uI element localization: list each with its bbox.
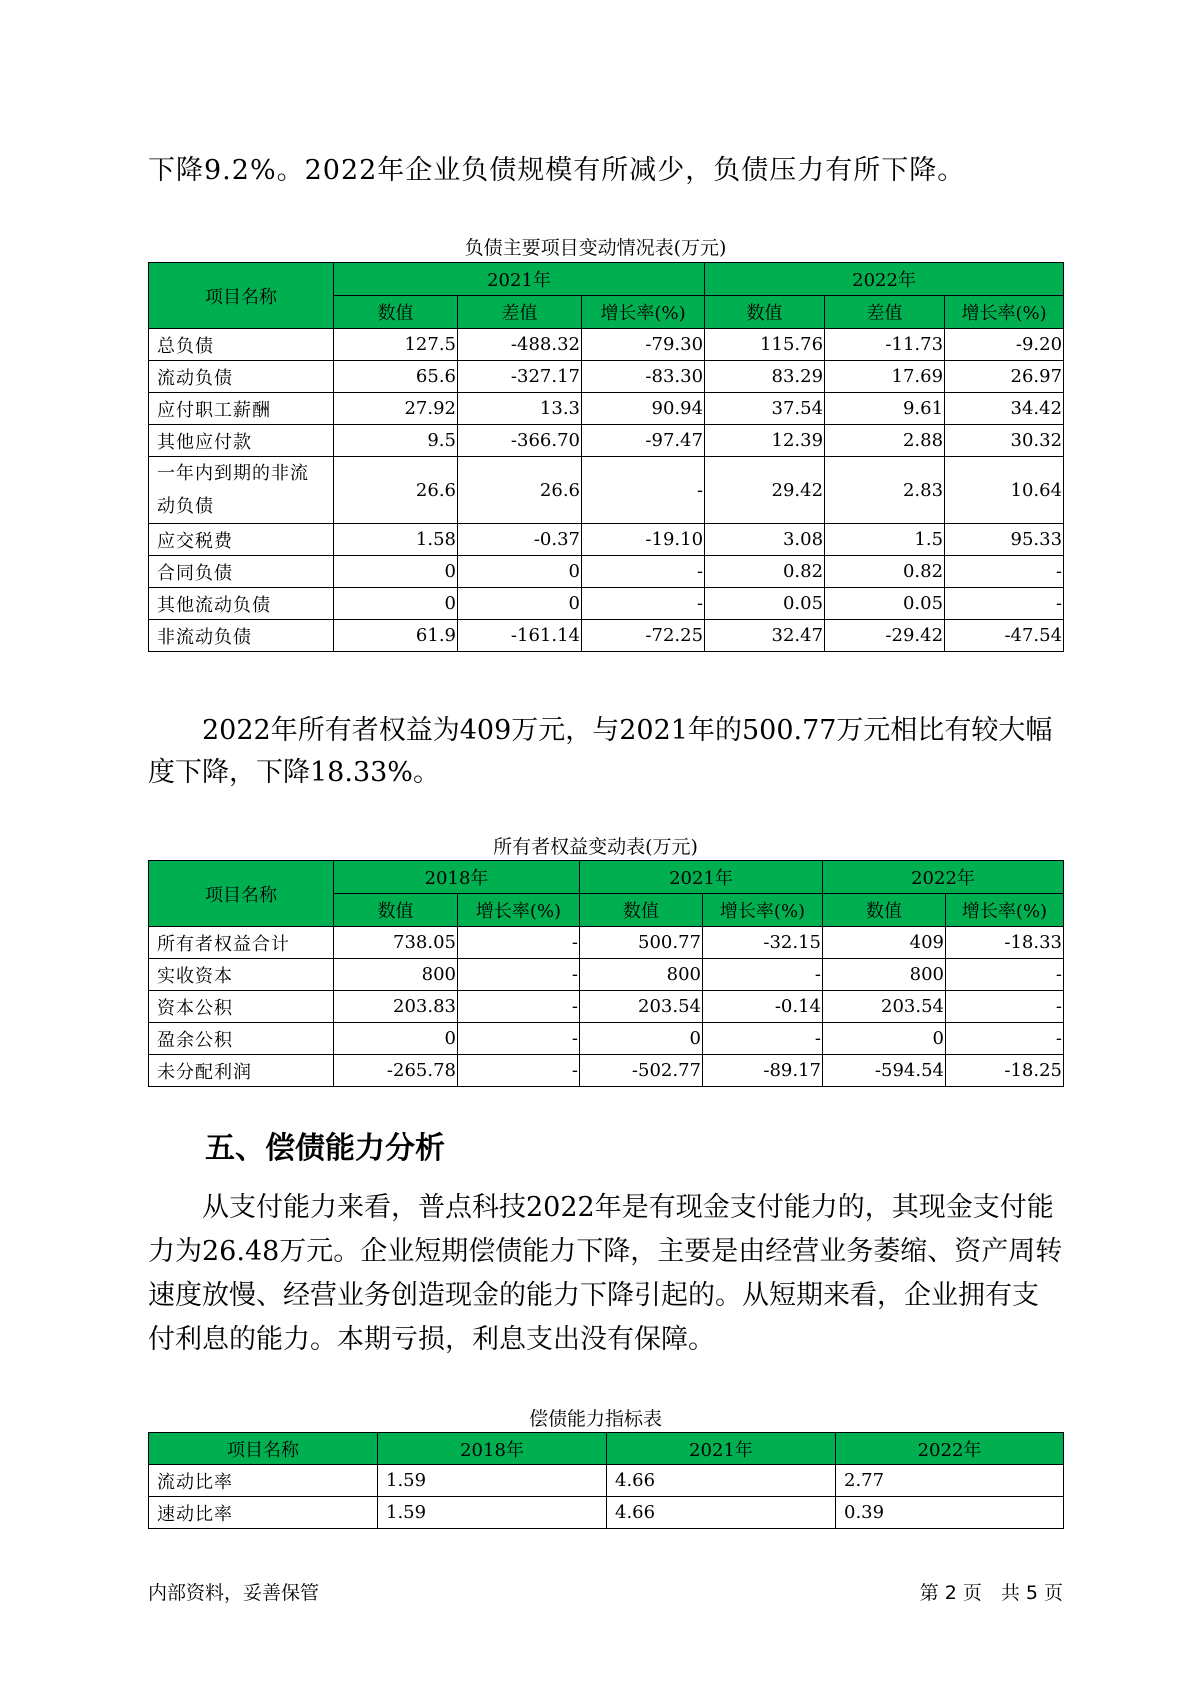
table-cell: -11.73 — [825, 329, 945, 361]
table-cell: -47.54 — [945, 620, 1064, 652]
table-cell: -488.32 — [458, 329, 582, 361]
solvency-paragraph: 从支付能力来看，普点科技2022年是有现金支付能力的，其现金支付能力为26.48万元。企业短期偿债能力下降，主要是由经营业务萎缩、资产周转速度放慢、经营业务创造现金的能力下降引起的。从短期来看，企业拥有支付利息的能力。本期亏损，利息支出没有保障。 — [148, 1192, 1063, 1355]
table-cell: 1.58 — [334, 524, 458, 556]
table-cell: -0.37 — [458, 524, 582, 556]
row-name: 合同负债 — [149, 556, 334, 588]
solvency-table-caption: 偿债能力指标表 — [528, 1408, 662, 1430]
table-cell: - — [703, 1023, 823, 1055]
row-name: 其他流动负债 — [149, 588, 334, 620]
table-cell: 0 — [458, 556, 582, 588]
table-cell: - — [945, 556, 1064, 588]
equity-table-caption: 所有者权益变动表(万元) — [493, 836, 698, 858]
table-cell: 37.54 — [705, 393, 825, 425]
table-cell: - — [946, 1023, 1064, 1055]
name-column-header: 项目名称 — [149, 861, 334, 927]
table-cell: -327.17 — [458, 361, 582, 393]
table-cell: 12.39 — [705, 425, 825, 457]
table-cell: - — [582, 457, 705, 524]
row-name: 流动比率 — [149, 1465, 378, 1497]
table-cell: -79.30 — [582, 329, 705, 361]
table-cell: 13.3 — [458, 393, 582, 425]
table-cell: 26.6 — [334, 457, 458, 524]
table-cell: 0.05 — [705, 588, 825, 620]
table-row — [149, 329, 1064, 361]
table-cell: 2.77 — [836, 1465, 1064, 1497]
year-header: 2022年 — [823, 861, 1064, 894]
table-cell: 409 — [823, 927, 946, 959]
table-cell: 203.54 — [823, 991, 946, 1023]
table-row — [149, 1465, 1064, 1497]
table-cell: 0 — [823, 1023, 946, 1055]
row-name — [149, 457, 334, 524]
sub-header: 数值 — [334, 296, 458, 329]
table-cell: 203.54 — [580, 991, 703, 1023]
table-row — [149, 524, 1064, 556]
table-cell: 0.05 — [825, 588, 945, 620]
table-cell: 0.82 — [705, 556, 825, 588]
section-heading: 五、偿债能力分析 — [205, 1131, 445, 1166]
row-name: 未分配利润 — [149, 1055, 334, 1087]
sub-header: 增长率(%) — [458, 894, 580, 927]
intro-paragraph: 下降9.2%。2022年企业负债规模有所减少，负债压力有所下降。 — [148, 155, 966, 186]
sub-header: 数值 — [334, 894, 458, 927]
table-cell: 2.83 — [825, 457, 945, 524]
year-header: 2018年 — [334, 861, 580, 894]
debt-table-caption: 负债主要项目变动情况表(万元) — [464, 237, 727, 259]
table-cell: 0 — [334, 556, 458, 588]
table-cell: - — [458, 1055, 580, 1087]
table-cell: -18.33 — [946, 927, 1064, 959]
table-cell: 90.94 — [582, 393, 705, 425]
table-row — [149, 425, 1064, 457]
column-header: 2018年 — [378, 1433, 607, 1465]
sub-header: 数值 — [705, 296, 825, 329]
table-cell: 0 — [334, 1023, 458, 1055]
table-row — [149, 1023, 1064, 1055]
row-name: 非流动负债 — [149, 620, 334, 652]
table-row — [149, 927, 1064, 959]
table-cell: - — [582, 556, 705, 588]
table-cell: 0 — [458, 588, 582, 620]
table-cell: 17.69 — [825, 361, 945, 393]
row-name: 应交税费 — [149, 524, 334, 556]
table-row — [149, 556, 1064, 588]
table-cell: -72.25 — [582, 620, 705, 652]
sub-header: 增长率(%) — [703, 894, 823, 927]
table-cell: - — [458, 991, 580, 1023]
table-cell: -83.30 — [582, 361, 705, 393]
table-cell: 2.88 — [825, 425, 945, 457]
table-cell: -19.10 — [582, 524, 705, 556]
column-header: 项目名称 — [149, 1433, 378, 1465]
row-name-line: 动负债 — [157, 496, 214, 517]
table-cell: 500.77 — [580, 927, 703, 959]
table-cell: -161.14 — [458, 620, 582, 652]
table-cell: 203.83 — [334, 991, 458, 1023]
row-name: 速动比率 — [149, 1497, 378, 1529]
row-name: 资本公积 — [149, 991, 334, 1023]
row-name: 应付职工薪酬 — [149, 393, 334, 425]
table-cell: - — [582, 588, 705, 620]
row-name: 所有者权益合计 — [149, 927, 334, 959]
table-cell: -32.15 — [703, 927, 823, 959]
table-cell: 800 — [823, 959, 946, 991]
sub-header: 数值 — [823, 894, 946, 927]
table-cell: 1.59 — [378, 1465, 607, 1497]
table-cell: 115.76 — [705, 329, 825, 361]
table-cell: -0.14 — [703, 991, 823, 1023]
equity-changes-table — [148, 860, 1064, 1087]
table-cell: -97.47 — [582, 425, 705, 457]
table-row — [149, 361, 1064, 393]
year-header: 2021年 — [334, 263, 705, 296]
table-cell: 4.66 — [607, 1465, 836, 1497]
table-cell: 0.82 — [825, 556, 945, 588]
table-cell: 83.29 — [705, 361, 825, 393]
footer-confidential-note: 内部资料，妥善保管 — [148, 1582, 320, 1604]
table-cell: 30.32 — [945, 425, 1064, 457]
table-cell: -366.70 — [458, 425, 582, 457]
table-cell: 800 — [580, 959, 703, 991]
table-cell: - — [458, 959, 580, 991]
equity-paragraph: 2022年所有者权益为409万元，与2021年的500.77万元相比有较大幅度下降，下降18.33%。 — [148, 715, 1053, 788]
table-cell: 1.5 — [825, 524, 945, 556]
table-cell: 27.92 — [334, 393, 458, 425]
row-name: 实收资本 — [149, 959, 334, 991]
table-cell: 1.59 — [378, 1497, 607, 1529]
table-cell: 0 — [580, 1023, 703, 1055]
row-name: 其他应付款 — [149, 425, 334, 457]
table-cell: 9.61 — [825, 393, 945, 425]
row-name: 盈余公积 — [149, 1023, 334, 1055]
table-cell: - — [458, 1023, 580, 1055]
table-cell: 0 — [334, 588, 458, 620]
table-cell: 738.05 — [334, 927, 458, 959]
table-cell: 61.9 — [334, 620, 458, 652]
table-cell: -29.42 — [825, 620, 945, 652]
sub-header: 差值 — [825, 296, 945, 329]
table-cell: 29.42 — [705, 457, 825, 524]
table-row — [149, 393, 1064, 425]
table-row — [149, 620, 1064, 652]
table-cell: 3.08 — [705, 524, 825, 556]
table-cell: 65.6 — [334, 361, 458, 393]
table-cell: -18.25 — [946, 1055, 1064, 1087]
year-header: 2022年 — [705, 263, 1064, 296]
table-cell: -265.78 — [334, 1055, 458, 1087]
row-name-line: 一年内到期的非流 — [157, 463, 309, 484]
table-row — [149, 457, 1064, 524]
table-cell: 32.47 — [705, 620, 825, 652]
column-header: 2021年 — [607, 1433, 836, 1465]
row-name: 总负债 — [149, 329, 334, 361]
sub-header: 增长率(%) — [582, 296, 705, 329]
table-cell: - — [945, 588, 1064, 620]
table-row — [149, 1497, 1064, 1529]
table-cell: 0.39 — [836, 1497, 1064, 1529]
table-cell: -89.17 — [703, 1055, 823, 1087]
solvency-ratio-table — [148, 1432, 1064, 1529]
table-cell: 95.33 — [945, 524, 1064, 556]
table-cell: -9.20 — [945, 329, 1064, 361]
sub-header: 增长率(%) — [945, 296, 1064, 329]
table-cell: - — [946, 959, 1064, 991]
sub-header: 增长率(%) — [946, 894, 1064, 927]
name-column-header: 项目名称 — [149, 263, 334, 329]
table-cell: 800 — [334, 959, 458, 991]
sub-header: 差值 — [458, 296, 582, 329]
footer-page-number: 第 2 页 共 5 页 — [919, 1582, 1063, 1604]
table-row — [149, 1055, 1064, 1087]
table-row — [149, 588, 1064, 620]
year-header: 2021年 — [580, 861, 823, 894]
table-row — [149, 991, 1064, 1023]
table-cell: 34.42 — [945, 393, 1064, 425]
table-cell: 9.5 — [334, 425, 458, 457]
sub-header: 数值 — [580, 894, 703, 927]
table-cell: - — [946, 991, 1064, 1023]
table-cell: 127.5 — [334, 329, 458, 361]
table-cell: 26.97 — [945, 361, 1064, 393]
row-name: 流动负债 — [149, 361, 334, 393]
table-cell: 4.66 — [607, 1497, 836, 1529]
table-cell: -594.54 — [823, 1055, 946, 1087]
table-cell: 26.6 — [458, 457, 582, 524]
table-cell: 10.64 — [945, 457, 1064, 524]
column-header: 2022年 — [836, 1433, 1064, 1465]
debt-changes-table — [148, 262, 1064, 652]
table-cell: - — [458, 927, 580, 959]
table-cell: - — [703, 959, 823, 991]
table-cell: -502.77 — [580, 1055, 703, 1087]
table-row — [149, 959, 1064, 991]
